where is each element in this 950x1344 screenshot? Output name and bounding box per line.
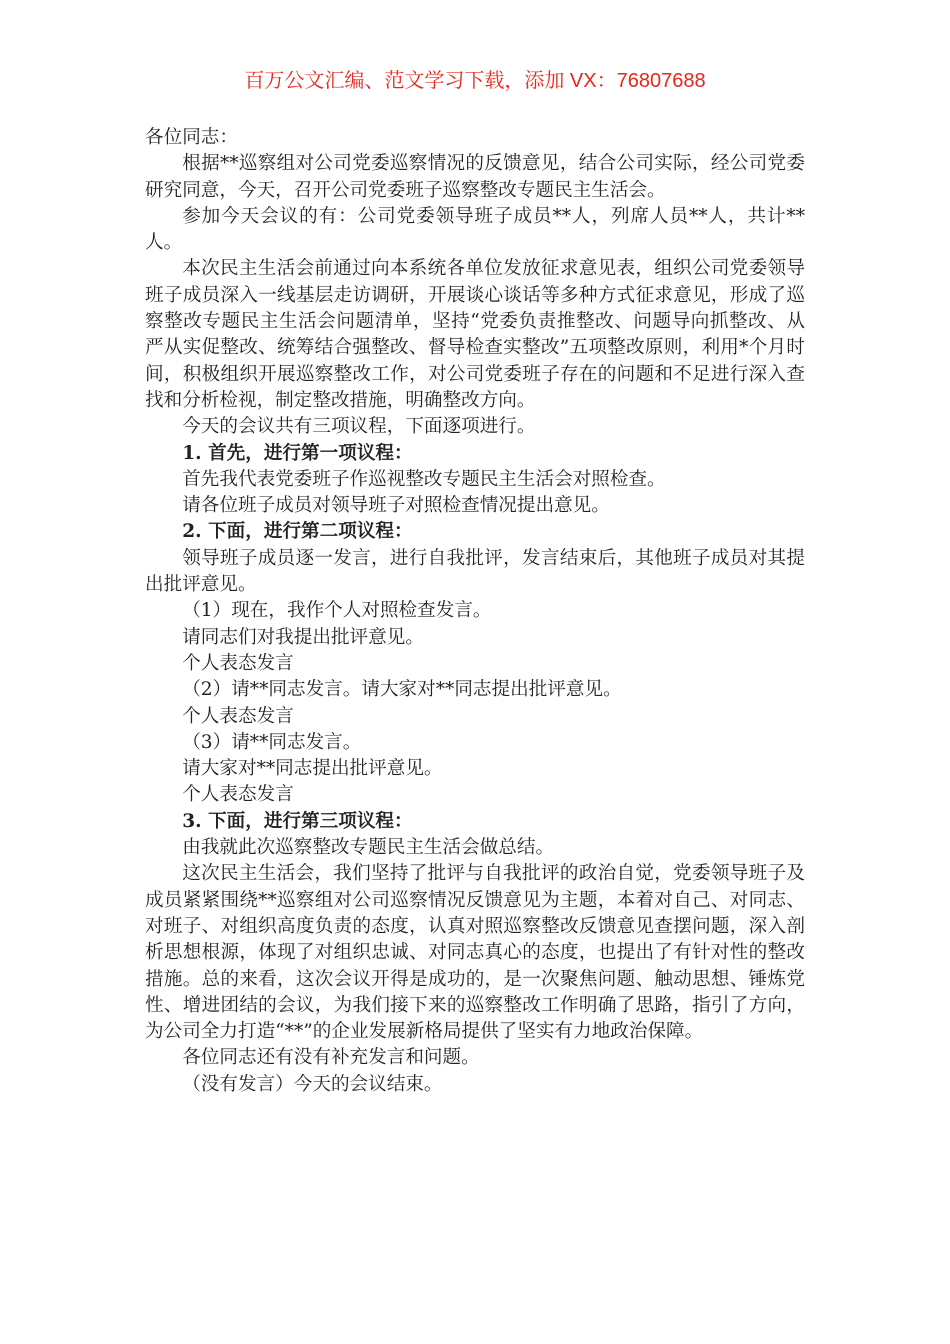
- paragraph: 个人表态发言: [182, 652, 294, 674]
- paragraph: 参加今天会议的有：公司党委领导班子成员**人，列席人员**人，共计**人。: [145, 205, 805, 254]
- paragraph: （没有发言）今天的会议结束。: [182, 1073, 443, 1095]
- paragraph: 领导班子成员逐一发言，进行自我批评，发言结束后，其他班子成员对其提出批评意见。: [145, 547, 805, 596]
- paragraph: 请各位班子成员对领导班子对照检查情况提出意见。: [182, 495, 610, 517]
- paragraph: 根据**巡察组对公司党委巡察情况的反馈意见，结合公司实际，经公司党委研究同意，今天，召开公司党委班子巡察整改专题民主生活会。: [145, 153, 805, 201]
- paragraph: 由我就此次巡察整改专题民主生活会做总结。: [182, 837, 555, 859]
- agenda-heading: 2. 下面，进行第二项议程：: [182, 521, 413, 543]
- paragraph: （1）现在，我作个人对照检查发言。: [182, 600, 492, 622]
- paragraph: 今天的会议共有三项议程，下面逐项进行。: [182, 416, 536, 438]
- document-body: [145, 125, 805, 1098]
- paragraph: 个人表态发言: [182, 705, 294, 727]
- paragraph: 本次民主生活会前通过向本系统各单位发放征求意见表，组织公司党委领导班子成员深入一线基层走访调研，开展谈心谈话等多种方式征求意见，形成了巡察整改专题民主生活会问题清单，坚持“党委负责推整改、问题导向抓整改、从严从实促整改、统筹结合强整改、督导检查实整改”五项整改原则，利用*个月时间，积极组织开展巡察整改工作，对公司党委班子存在的问题和不足进行深入查找和分析检视，制定整改措施，明确整改方向。: [145, 258, 805, 411]
- paragraph: 各位同志：: [145, 127, 238, 148]
- agenda-heading: 3. 下面，进行第三项议程：: [182, 810, 413, 832]
- agenda-heading: 1. 首先，进行第一项议程：: [182, 442, 413, 464]
- paragraph: 请同志们对我提出批评意见。: [182, 626, 424, 648]
- paragraph: （3）请**同志发言。: [182, 731, 362, 753]
- paragraph: 这次民主生活会，我们坚持了批评与自我批评的政治自觉，党委领导班子及成员紧紧围绕**巡察组对公司巡察情况反馈意见为主题，本着对自己、对同志、对班子、对组织高度负责的态度，认真对照巡察整改反馈意见查摆问题，深入剖析思想根源，体现了对组织忠诚、对同志真心的态度，也提出了有针对性的整改措施。总的来看，这次会议开得是成功的，是一次聚焦问题、触动思想、锤炼党性、增进团结的会议，为我们接下来的巡察整改工作明确了思路，指引了方向，为公司全力打造“**”的企业发展新格局提供了坚实有力地政治保障。: [145, 863, 805, 1043]
- paragraph: 个人表态发言: [182, 784, 294, 806]
- paragraph: （2）请**同志发言。请大家对**同志提出批评意见。: [182, 679, 622, 701]
- paragraph: 首先我代表党委班子作巡视整改专题民主生活会对照检查。: [182, 468, 666, 490]
- watermark-banner: 百万公文汇编、范文学习下载，添加 VX：76807688: [244, 70, 706, 92]
- paragraph: 各位同志还有没有补充发言和问题。: [182, 1047, 480, 1069]
- paragraph: 请大家对**同志提出批评意见。: [182, 758, 443, 780]
